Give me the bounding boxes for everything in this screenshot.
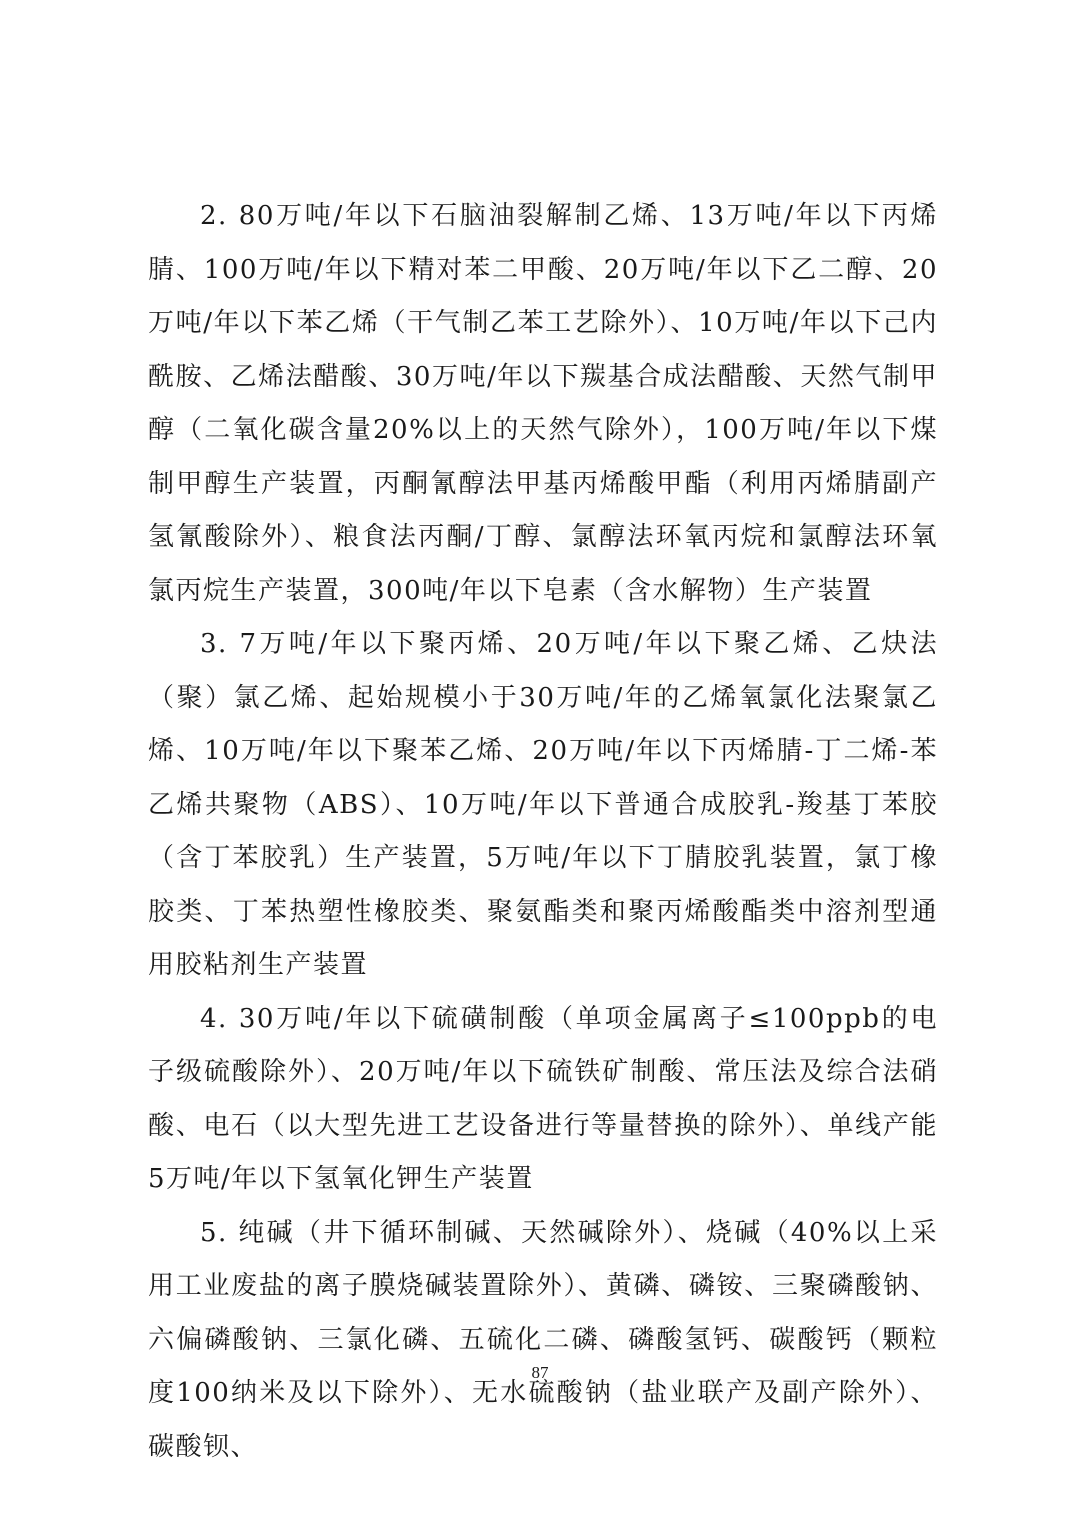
- paragraph-item-5: 5. 纯碱（井下循环制碱、天然碱除外）、烧碱（40%以上采用工业废盐的离子膜烧碱装置除外）、黄磷、磷铵、三聚磷酸钠、六偏磷酸钠、三氯化磷、五硫化二磷、磷酸氢钙、碳酸钙（颗粒度100纳米及以下除外）、无水硫酸钠（盐业联产及副产除外）、碳酸钡、: [148, 1217, 938, 1462]
- paragraph-item-3: 3. 7万吨/年以下聚丙烯、20万吨/年以下聚乙烯、乙炔法（聚）氯乙烯、起始规模小于30万吨/年的乙烯氧氯化法聚氯乙烯、10万吨/年以下聚苯乙烯、20万吨/年以下丙烯腈-丁二烯-苯乙烯共聚物（ABS）、10万吨/年以下普通合成胶乳-羧基丁苯胶（含丁苯胶乳）生产装置，5万吨/年以下丁腈胶乳装置，氯丁橡胶类、丁苯热塑性橡胶类、聚氨酯类和聚丙烯酸酯类中溶剂型通用胶粘剂生产装置: [148, 629, 938, 980]
- document-body: [148, 190, 938, 1474]
- paragraph-item-4: 4. 30万吨/年以下硫磺制酸（单项金属离子≤100ppb的电子级硫酸除外）、20万吨/年以下硫铁矿制酸、常压法及综合法硝酸、电石（以大型先进工艺设备进行等量替换的除外）、单线产能5万吨/年以下氢氧化钾生产装置: [148, 1003, 938, 1194]
- page-number: 87: [531, 1363, 549, 1382]
- paragraph-item-2: 2. 80万吨/年以下石脑油裂解制乙烯、13万吨/年以下丙烯腈、100万吨/年以下精对苯二甲酸、20万吨/年以下乙二醇、20万吨/年以下苯乙烯（干气制乙苯工艺除外）、10万吨/年以下己内酰胺、乙烯法醋酸、30万吨/年以下羰基合成法醋酸、天然气制甲醇（二氧化碳含量20%以上的天然气除外），100万吨/年以下煤制甲醇生产装置，丙酮氰醇法甲基丙烯酸甲酯（利用丙烯腈副产氢氰酸除外）、粮食法丙酮/丁醇、氯醇法环氧丙烷和氯醇法环氧氯丙烷生产装置，300吨/年以下皂素（含水解物）生产装置: [148, 201, 938, 606]
